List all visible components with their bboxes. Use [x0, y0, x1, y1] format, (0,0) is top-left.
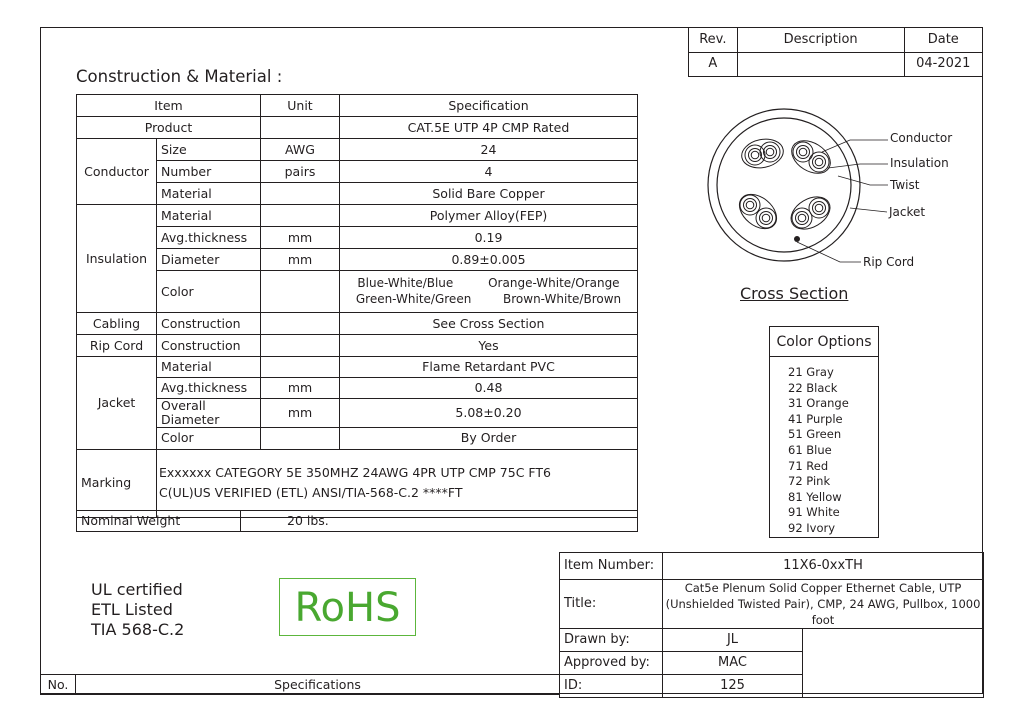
drawn-value: JL: [663, 629, 803, 652]
wire-ring: [813, 156, 826, 169]
jacket-diameter-unit: mm: [261, 399, 340, 428]
cert-tia: TIA 568-C.2: [91, 620, 185, 639]
color-pair-2: Orange-White/Orange: [488, 276, 620, 291]
weight-label: Nominal Weight: [77, 511, 241, 532]
insulation-thickness-label: Avg.thickness: [157, 227, 261, 249]
weight-value: 20 lbs.: [241, 511, 638, 532]
color-option-item: 91 White: [788, 505, 840, 520]
ripcord-spec: Yes: [340, 335, 638, 357]
jacket-color-spec: By Order: [340, 427, 638, 449]
twisted-pairs: [733, 134, 836, 236]
footer-strip: [40, 674, 560, 695]
item-header: Item: [77, 95, 261, 117]
date-header: Date: [904, 28, 982, 53]
cross-section-diagram: [700, 100, 990, 310]
conductor-size-spec: 24: [340, 139, 638, 161]
rev-header: Rev.: [689, 28, 738, 53]
weight-table: [76, 510, 638, 532]
insulation-label: Insulation: [77, 205, 157, 313]
wire-ring: [798, 214, 806, 222]
cert-etl: ETL Listed: [91, 600, 173, 619]
marking-label: Marking: [77, 449, 157, 517]
wire-ring: [766, 148, 774, 156]
marking-line-2: C(UL)US VERIFIED (ETL) ANSI/TIA-568-C.2 ****FT: [159, 485, 463, 500]
wire-ring: [764, 146, 777, 159]
wire-ring: [815, 204, 823, 212]
conductor-number-label: Number: [157, 161, 261, 183]
insulation-thickness-spec: 0.19: [340, 227, 638, 249]
wire-ring: [797, 146, 810, 159]
description-header: Description: [737, 28, 904, 53]
label-insulation: Insulation: [890, 156, 949, 170]
title-label: Title:: [560, 580, 663, 629]
color-pair-4: Brown-White/Brown: [503, 291, 622, 306]
wire-ring: [749, 149, 762, 162]
jacket-label: Jacket: [77, 357, 157, 450]
jacket-diameter-label: Overall Diameter: [157, 399, 261, 428]
footer-no: No.: [41, 675, 76, 695]
insulation-color-spec: [340, 271, 638, 313]
label-conductor: Conductor: [890, 131, 953, 145]
color-option-item: 41 Purple: [788, 411, 843, 426]
color-option-item: 81 Yellow: [788, 489, 842, 504]
ripcord-label: Rip Cord: [77, 335, 157, 357]
rip-cord-mark: [794, 236, 800, 242]
drawn-label: Drawn by:: [560, 629, 663, 652]
color-option-item: 31 Orange: [788, 396, 849, 411]
item-number-value: 11X6-0xxTH: [663, 553, 984, 580]
id-label: ID:: [560, 675, 663, 698]
color-option-item: 72 Pink: [788, 474, 831, 489]
pair-outline: [786, 134, 836, 180]
conductor-label: Conductor: [77, 139, 157, 205]
product-label: Product: [77, 117, 261, 139]
cross-section-title: Cross Section: [740, 284, 849, 303]
wire-ring: [799, 148, 807, 156]
label-twist: Twist: [890, 178, 920, 192]
rev-value: A: [689, 53, 738, 77]
insulation-material-spec: Polymer Alloy(FEP): [340, 205, 638, 227]
wire-ring: [813, 202, 826, 215]
jacket-inner: [717, 118, 851, 252]
title-block-empty: [803, 629, 984, 698]
color-pair-1: Blue-White/Blue: [357, 276, 454, 291]
conductor-size-label: Size: [157, 139, 261, 161]
revision-table: [688, 27, 983, 77]
color-option-item: 22 Black: [788, 380, 838, 395]
section-title: Construction & Material :: [76, 67, 283, 86]
wire-ring: [762, 214, 770, 222]
rohs-logo: RoHS: [279, 578, 416, 636]
date-value: 04-2021: [904, 53, 982, 77]
conductor-size-unit: AWG: [261, 139, 340, 161]
insulation-color-label: Color: [157, 271, 261, 313]
approved-label: Approved by:: [560, 652, 663, 675]
insulation-material-label: Material: [157, 205, 261, 227]
spec-table: [76, 94, 638, 518]
insulation-diameter-spec: 0.89±0.005: [340, 249, 638, 271]
wire-ring: [744, 199, 757, 212]
item-number-label: Item Number:: [560, 553, 663, 580]
title-block: [559, 552, 984, 698]
color-option-item: 92 Ivory: [788, 520, 836, 535]
insulation-diameter-label: Diameter: [157, 249, 261, 271]
title-line-1: Cat5e Plenum Solid Copper Ethernet Cable, UTP: [684, 581, 962, 595]
cabling-label: Cabling: [77, 313, 157, 335]
color-options-list: [788, 365, 878, 537]
wire-ring: [796, 212, 809, 225]
description-value: [737, 53, 904, 77]
conductor-material-spec: Solid Bare Copper: [340, 183, 638, 205]
jacket-thickness-spec: 0.48: [340, 378, 638, 399]
insulation-thickness-unit: mm: [261, 227, 340, 249]
color-option-item: 61 Blue: [788, 442, 832, 457]
conductor-number-spec: 4: [340, 161, 638, 183]
jacket-color-label: Color: [157, 427, 261, 449]
ripcord-sub: Construction: [157, 335, 261, 357]
jacket-thickness-label: Avg.thickness: [157, 378, 261, 399]
wire-ring: [760, 212, 773, 225]
color-option-item: 21 Gray: [788, 365, 834, 379]
id-value: 125: [663, 675, 803, 698]
jacket-thickness-unit: mm: [261, 378, 340, 399]
color-options-title: Color Options: [770, 327, 878, 357]
cert-ul: UL certified: [91, 580, 183, 599]
wire-ring: [751, 151, 759, 159]
wire-ring: [746, 201, 754, 209]
jacket-material-label: Material: [157, 357, 261, 378]
title-line-2: (Unshielded Twisted Pair), CMP, 24 AWG, Pullbox, 1000 foot: [665, 597, 981, 627]
unit-header: Unit: [261, 95, 340, 117]
color-pair-3: Green-White/Green: [355, 291, 472, 306]
jacket-material-spec: Flame Retardant PVC: [340, 357, 638, 378]
marking-text: [157, 449, 638, 517]
spec-header: Specification: [340, 95, 638, 117]
jacket-outer: [708, 109, 860, 261]
cabling-sub: Construction: [157, 313, 261, 335]
title-value: [663, 580, 984, 629]
conductor-material-label: Material: [157, 183, 261, 205]
color-option-item: 71 Red: [788, 458, 829, 473]
cabling-spec: See Cross Section: [340, 313, 638, 335]
insulation-diameter-unit: mm: [261, 249, 340, 271]
approved-value: MAC: [663, 652, 803, 675]
footer-specifications: Specifications: [76, 675, 560, 695]
pair-outline: [739, 136, 786, 172]
label-jacket: Jacket: [889, 205, 926, 219]
marking-line-1: Exxxxxx CATEGORY 5E 350MHZ 24AWG 4PR UTP CMP 75C FT6: [159, 465, 551, 480]
conductor-number-unit: pairs: [261, 161, 340, 183]
product-spec: CAT.5E UTP 4P CMP Rated: [340, 117, 638, 139]
color-options-box: [769, 326, 879, 538]
jacket-diameter-spec: 5.08±0.20: [340, 399, 638, 428]
certifications: [91, 580, 184, 640]
color-option-item: 51 Green: [788, 427, 842, 442]
label-ripcord: Rip Cord: [863, 255, 915, 269]
wire-ring: [815, 158, 823, 166]
